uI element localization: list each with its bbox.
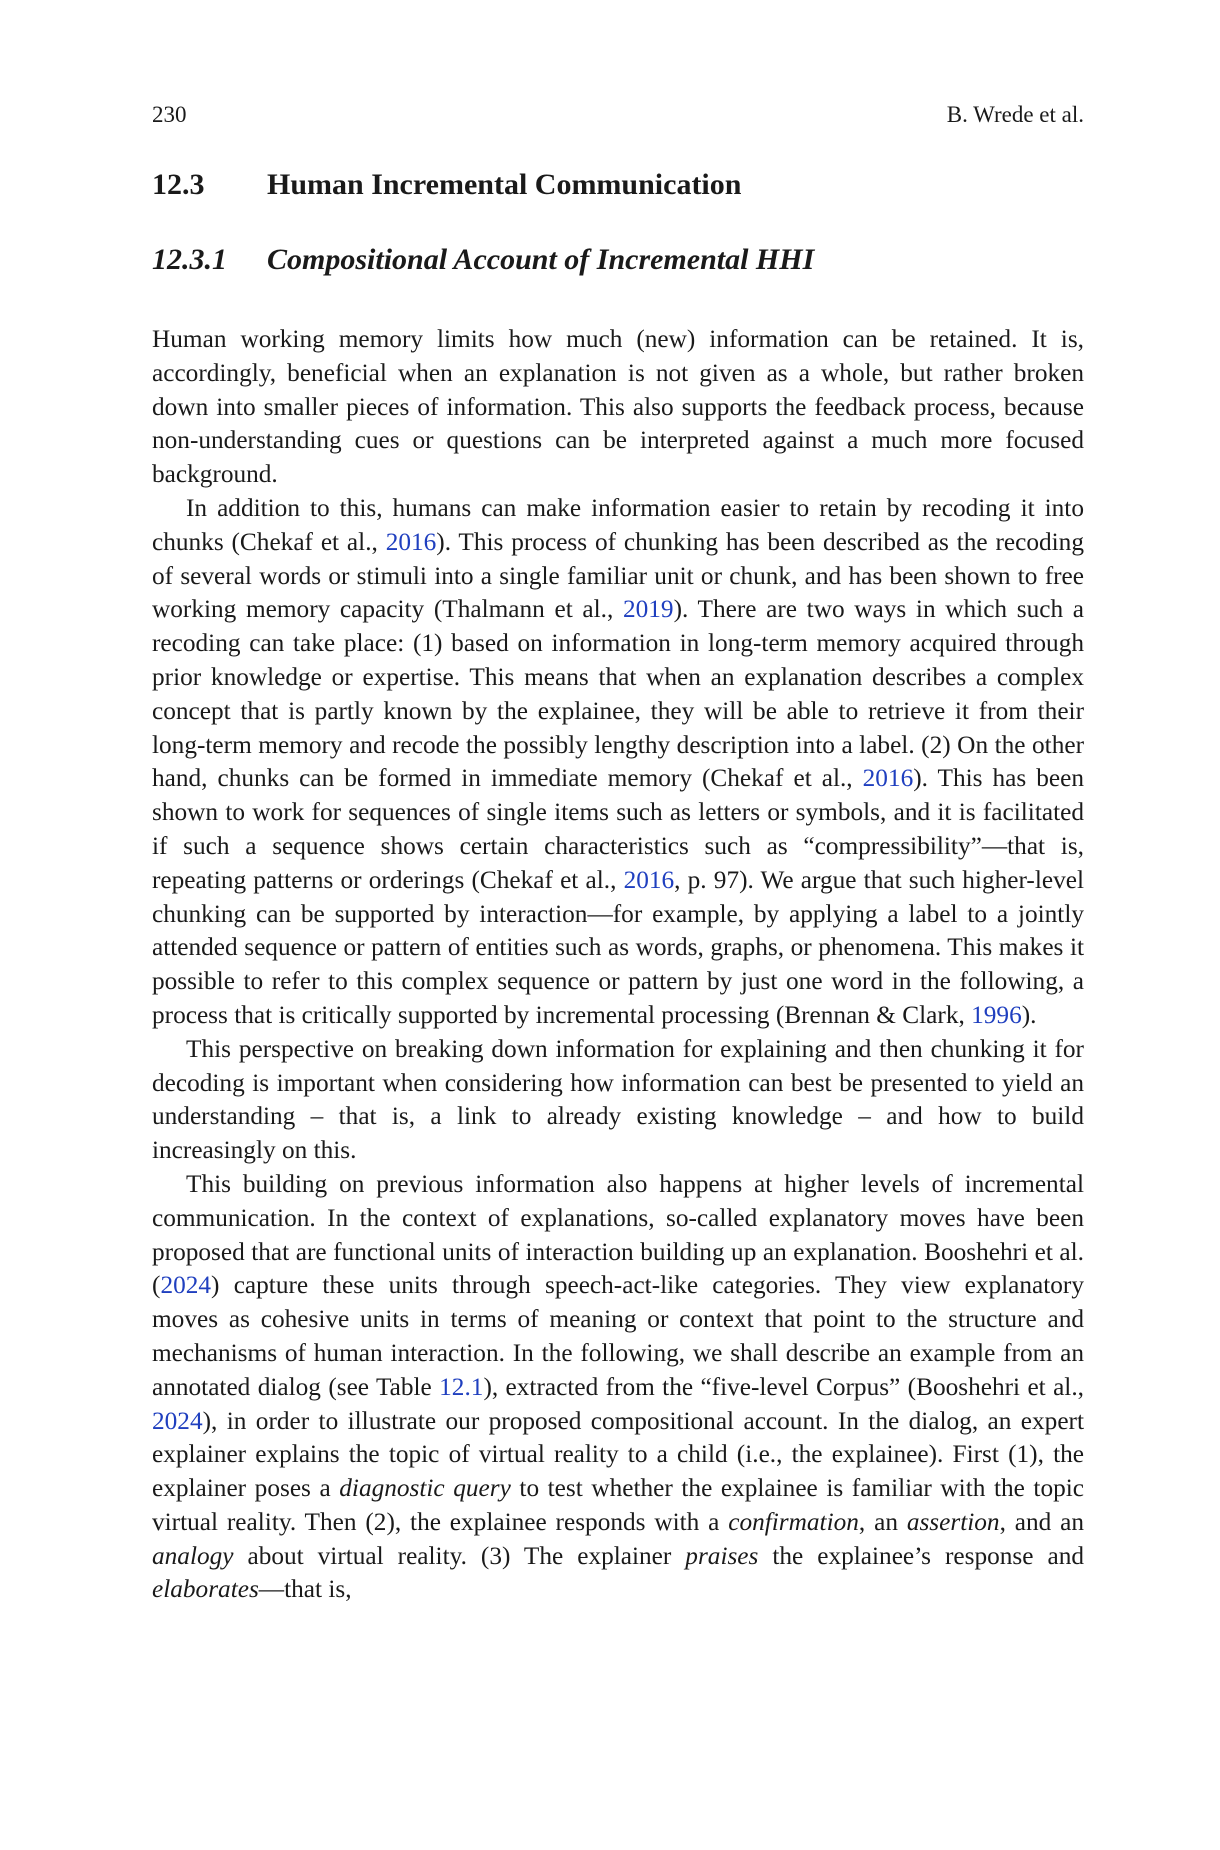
running-head: B. Wrede et al. xyxy=(946,102,1084,127)
running-header xyxy=(152,100,1084,130)
text-run: ). xyxy=(1021,1000,1037,1029)
text-run: , and an xyxy=(999,1507,1084,1536)
text-run: In addition to this, humans can make information easier to retain by recoding it into chunks (Chekaf et al., xyxy=(152,493,1084,556)
citation-link[interactable]: 2024 xyxy=(160,1271,212,1300)
section-title: Human Incremental Communication xyxy=(267,168,742,201)
text-run: ). This has been shown to work for sequences of single items such as letters or symbols, and it is facilitated if such a sequence shows certain characteristics such as “compressibility”—that is, repeating patterns or orderings (Chekaf et al., xyxy=(152,764,1084,894)
text-run: ). This process of chunking has been described as the recoding of several words or stimuli into a single familiar unit or chunk, and has been shown to free working memory capacity (Thalmann et al., xyxy=(152,527,1084,624)
section-number: 12.3 xyxy=(152,168,205,201)
citation-link[interactable]: 1996 xyxy=(971,1000,1022,1029)
emphasis: analogy xyxy=(152,1541,234,1570)
citation-link[interactable]: 2024 xyxy=(152,1406,203,1435)
emphasis: elaborates xyxy=(152,1575,259,1604)
emphasis: assertion xyxy=(906,1507,1000,1536)
paragraph-1: Human working memory limits how much (new) information can be retained. It is, accordingly, beneficial when an explanation is not given as a whole, but rather broken down into smaller pieces of information. This also supports the feedback process, because non-understanding cues or questions can be interpreted against a much more focused background. xyxy=(152,325,1084,489)
citation-link[interactable]: 2019 xyxy=(622,595,674,624)
table-reference-link[interactable]: 12.1 xyxy=(439,1372,484,1401)
text-run: This building on previous information also happens at higher levels of incremental communication. In the context of explanations, so-called explanatory moves have been proposed that are functional units of interaction building up an explanation. Booshehri et al. ( xyxy=(152,1169,1084,1300)
text-run: , p. 97). We argue that such higher-level chunking can be supported by interaction—for example, by applying a label to a jointly attended sequence or pattern of entities such as words, graphs, or phenomena. This makes it possible to refer to this complex sequence or pattern by just one word in the following, a process that is critically supported by incremental processing (Brennan & Clark, xyxy=(152,865,1084,1029)
citation-link[interactable]: 2016 xyxy=(385,527,437,556)
emphasis: confirmation xyxy=(728,1507,859,1536)
emphasis: diagnostic query xyxy=(339,1474,511,1503)
text-run: ), extracted from the “five-level Corpus” (Booshehri et al., xyxy=(483,1372,1084,1401)
citation-link[interactable]: 2016 xyxy=(862,764,914,793)
text-run: ) capture these units through speech-act-like categories. They view explanatory moves as cohesive units in terms of meaning or context that point to the structure and mechanisms of human interaction. In the following, we shall describe an example from an annotated dialog (see Table xyxy=(152,1271,1084,1401)
text-run: —that is, xyxy=(258,1575,352,1604)
subsection-heading xyxy=(152,240,1084,280)
paragraph-2 xyxy=(152,492,1084,1033)
body-text xyxy=(152,323,1084,1607)
emphasis: praises xyxy=(685,1541,759,1570)
text-run: about virtual reality. (3) The explainer xyxy=(233,1541,686,1570)
page-number: 230 xyxy=(152,102,187,127)
paragraph-4 xyxy=(152,1168,1084,1607)
citation-link[interactable]: 2016 xyxy=(623,865,675,894)
text-run: to test whether the explainee is familiar with the topic virtual reality. Then (2), the explainee responds with a xyxy=(152,1474,1085,1536)
text-run: the explainee’s response and xyxy=(758,1541,1084,1570)
section-heading xyxy=(152,165,1084,205)
paragraph-3: This perspective on breaking down information for explaining and then chunking it for decoding is important when considering how information can best be presented to yield an understanding – that is, a link to already existing knowledge – and how to build increasingly on this. xyxy=(152,1034,1084,1165)
text-run: , an xyxy=(858,1507,907,1536)
subsection-number: 12.3.1 xyxy=(152,243,227,276)
text-run: ). There are two ways in which such a recoding can take place: (1) based on information in long-term memory acquired through prior knowledge or expertise. This means that when an explanation describes a complex concept that is partly known by the explainee, they will be able to retrieve it from their long-term memory and recode the possibly lengthy description into a label. (2) On the other hand, chunks can be formed in immediate memory (Chekaf et al., xyxy=(152,595,1084,793)
text-run: ), in order to illustrate our proposed compositional account. In the dialog, an expert explainer explains the topic of virtual reality to a child (i.e., the explainee). First (1), the explainer poses a xyxy=(152,1406,1084,1503)
subsection-title: Compositional Account of Incremental HHI xyxy=(267,243,815,276)
